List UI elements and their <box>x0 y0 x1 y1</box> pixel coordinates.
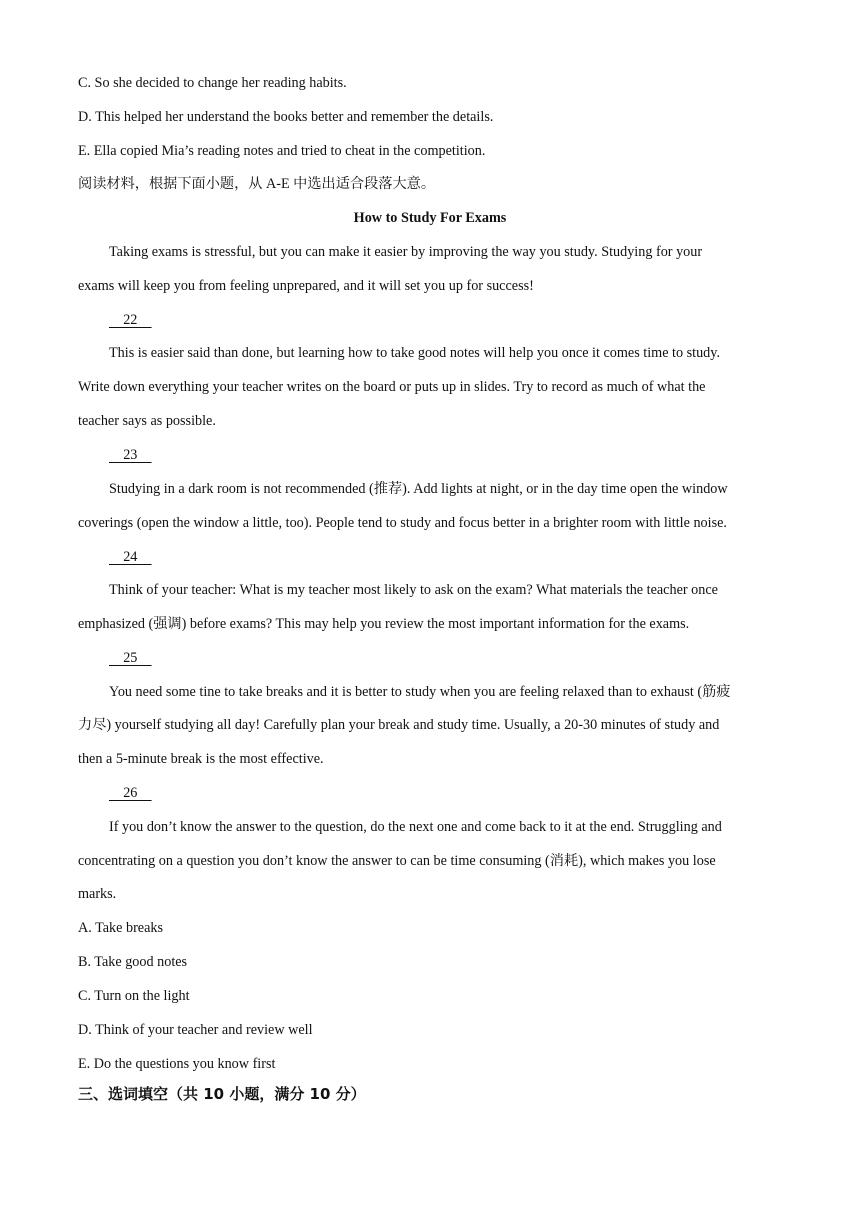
option-a: A. Take breaks <box>78 920 164 936</box>
option-line: D. This helped her understand the books better and remember the details. <box>78 109 494 125</box>
blank-24 <box>109 547 152 567</box>
text-line: You need some tine to take breaks and it is better to study when you are feeling relaxed than to exhaust (筋疲 <box>109 684 731 700</box>
text-line: 力尽) yourself studying all day! Carefully plan your break and study time. Usually, a 20-30 minutes of study and <box>78 717 720 733</box>
option-e: E. Do the questions you know first <box>78 1056 276 1072</box>
blank-number: 25 <box>109 650 152 666</box>
option-b: B. Take good notes <box>78 954 188 970</box>
blank-number: 22 <box>109 312 152 328</box>
option-line: C. So she decided to change her reading habits. <box>78 75 347 91</box>
option-line: E. Ella copied Mia’s reading notes and tried to cheat in the competition. <box>78 143 486 159</box>
text-line: Write down everything your teacher writes on the board or puts up in slides. Try to record as much of what the <box>78 379 706 395</box>
text-line: teacher says as possible. <box>78 413 216 429</box>
option-c: C. Turn on the light <box>78 988 190 1004</box>
text-line: marks. <box>78 886 117 902</box>
text-line: Think of your teacher: What is my teacher most likely to ask on the exam? What materials the teacher once <box>109 582 718 598</box>
instruction: 阅读材料，根据下面小题，从 A-E 中选出适合段落大意。 <box>78 176 436 192</box>
text-line: emphasized (强调) before exams? This may help you review the most important information for the exams. <box>78 616 690 632</box>
text-line: Studying in a dark room is not recommended (推荐). Add lights at night, or in the day time open the window <box>109 481 728 497</box>
blank-26 <box>109 783 152 803</box>
option-d: D. Think of your teacher and review well <box>78 1022 313 1038</box>
text-line: coverings (open the window a little, too). People tend to study and focus better in a brighter room with little noise. <box>78 515 727 531</box>
blank-number: 26 <box>109 785 152 801</box>
section-heading: 三、选词填空（共 10 小题，满分 10 分） <box>78 1085 366 1103</box>
blank-25 <box>109 648 152 668</box>
text-line: This is easier said than done, but learning how to take good notes will help you once it comes time to study. <box>109 345 720 361</box>
passage-title: How to Study For Exams <box>353 210 507 226</box>
text-line: exams will keep you from feeling unprepared, and it will set you up for success! <box>78 278 534 294</box>
text-line: concentrating on a question you don’t know the answer to can be time consuming (消耗), which makes you lose <box>78 853 716 869</box>
blank-number: 23 <box>109 447 152 463</box>
text-line: Taking exams is stressful, but you can make it easier by improving the way you study. Studying for your <box>109 244 703 260</box>
blank-23 <box>109 445 152 465</box>
text-line: If you don’t know the answer to the question, do the next one and come back to it at the end. Struggling and <box>109 819 722 835</box>
text-line: then a 5-minute break is the most effective. <box>78 751 324 767</box>
blank-22 <box>109 310 152 330</box>
blank-number: 24 <box>109 549 152 565</box>
